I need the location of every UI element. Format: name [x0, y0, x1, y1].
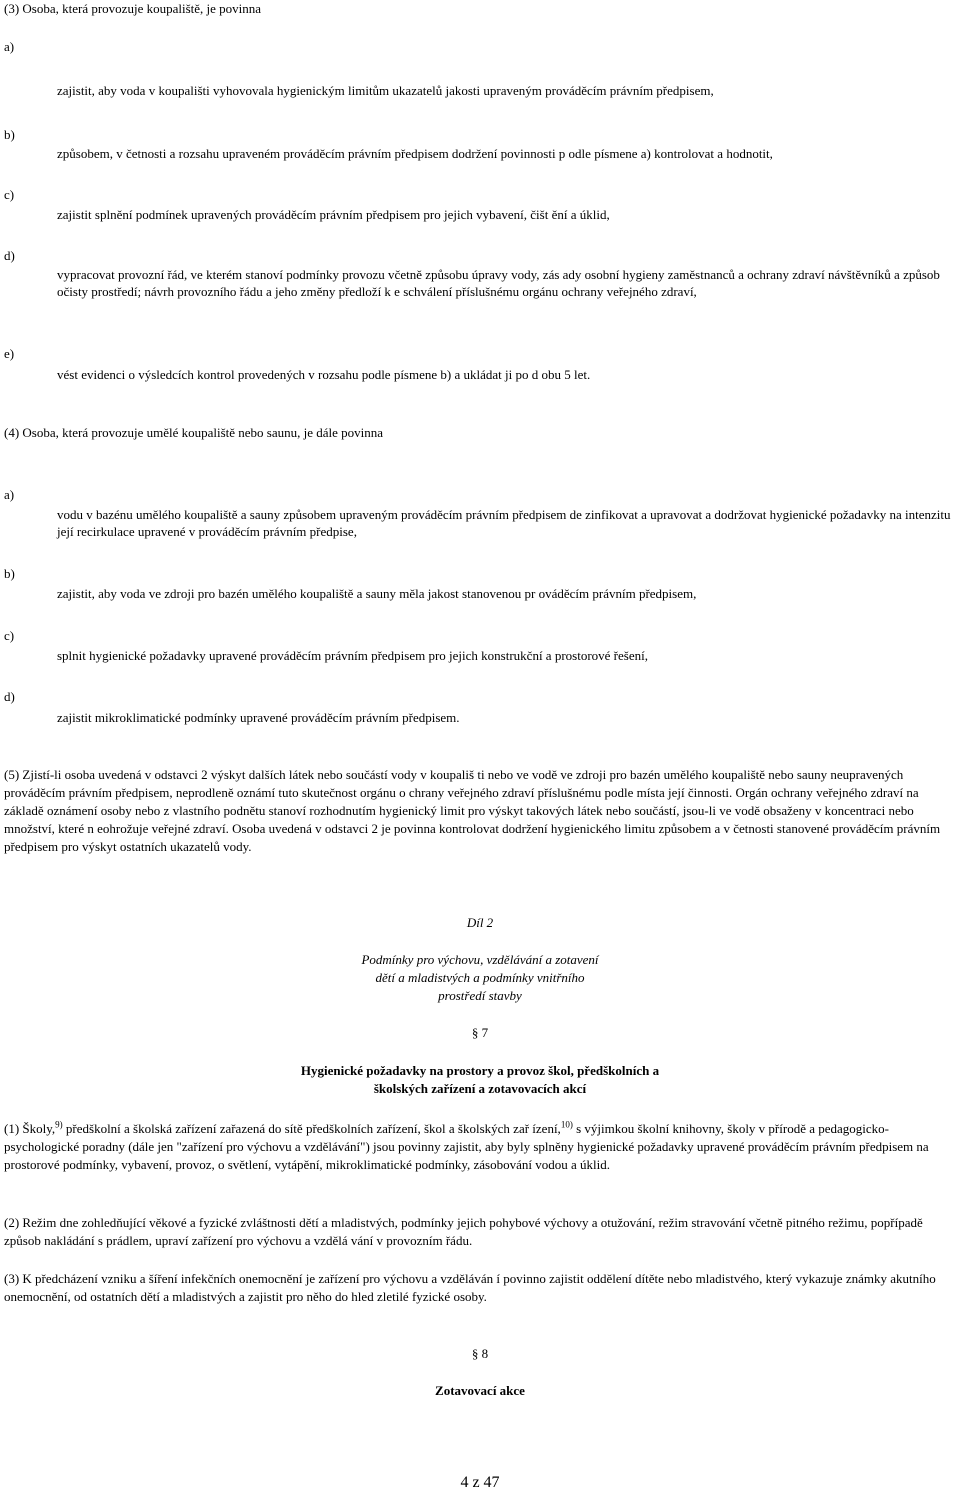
section-7-title-line: školských zařízení a zotavovacích akcí: [373, 1081, 587, 1096]
list-item-label: c): [4, 628, 15, 643]
section-8-title: Zotavovací akce: [435, 1383, 525, 1398]
paragraph-text: předškolní a školská zařízení zařazená do sítě předškolních zařízení, škol a školských zař ízení,: [62, 1121, 561, 1136]
section-5-paragraph: (5) Zjistí-li osoba uvedená v odstavci 2 výskyt dalších látek nebo součástí vody v koupališ ti nebo ve vodě ve zdroji pro bazén umělého koupaliště nebo sauny neupravených prováděcím právním předpisem, neprodleně oznámí tuto skutečnost orgánu o chrany veřejného zdraví příslušnému podle místa její činnosti. Orgán ochrany veřejného zdraví na základě oznámení osoby nebo z vlastního podnětu stanoví rozhodnutím hygienický limit pro výskyt takových látek nebo součástí, jsou-li ve vodě obsaženy v koncentraci nebo množství, které n eohrožuje veřejné zdraví. Osoba uvedená v odstavci 2 je povinna kontrolovat dodržení hygienického limitu způsobem a v četnosti stanovené prováděcím právním předpisem pro výskyt ostatních ukazatelů vody.: [4, 767, 941, 854]
section-7-title-line: Hygienické požadavky na prostory a provoz škol, předškolních a: [300, 1063, 660, 1078]
list-item-label: a): [4, 39, 15, 54]
section-4-heading: (4) Osoba, která provozuje umělé koupaliště nebo saunu, je dále povinna: [4, 425, 384, 440]
footnote-ref[interactable]: 9): [55, 1119, 63, 1130]
list-item: zajistit, aby voda ve zdroji pro bazén umělého koupaliště a sauny měla jakost stanovenou pr ováděcím právním předpisem,: [57, 586, 697, 601]
list-item-label: b): [4, 566, 15, 581]
section-7-paragraph-3: (3) K předcházení vzniku a šíření infekčních onemocnění je zařízení pro výchovu a vzděláván í povinno zajistit oddělení dítěte nebo mladistvého, který vykazuje známky akutního onemocnění, od ostatních dětí a mladistvých a zajistit pro něho do hled zletilé fyzické osoby.: [4, 1271, 936, 1304]
list-item: splnit hygienické požadavky upravené prováděcím právním předpisem pro jejich konstrukční a prostorové řešení,: [57, 648, 648, 663]
list-item: zajistit splnění podmínek upravených prováděcím právním předpisem pro jejich vybavení, čišt ění a úklid,: [57, 207, 610, 222]
list-item: zajistit, aby voda v koupališti vyhovovala hygienickým limitům ukazatelů jakosti upraveným prováděcím právním předpisem,: [57, 83, 714, 98]
list-item: zajistit mikroklimatické podmínky upravené prováděcím právním předpisem.: [57, 710, 460, 725]
part-subtitle-line: dětí a mladistvých a podmínky vnitřního: [375, 970, 585, 985]
section-7-paragraph-2: (2) Režim dne zohledňující věkové a fyzické zvláštnosti dětí a mladistvých, podmínky jejich pohybové výchovy a otužování, režim stravování včetně pitného režimu, popřípadě způsob nakládání s prádlem, upraví zařízení pro výchovu a vzdělá vání v provozním řádu.: [4, 1215, 923, 1248]
part-subtitle-line: Podmínky pro výchovu, vzdělávání a zotavení: [361, 952, 599, 967]
part-subtitle-line: prostředí stavby: [438, 988, 522, 1003]
section-7-paragraph-1: [4, 1120, 956, 1174]
section-3-heading: (3) Osoba, která provozuje koupaliště, je povinna: [4, 1, 262, 16]
page-number: 4 z 47: [460, 1474, 500, 1491]
footnote-ref[interactable]: 10): [560, 1119, 573, 1130]
list-item-label: d): [4, 248, 15, 263]
list-item-label: b): [4, 127, 15, 142]
paragraph-text: s výjimkou školní knihovny, školy v přírodě a pedagogicko-psychologické poradny (dále jen "zařízení pro výchovu a vzdělávání") jsou povinny zajistit, aby byly splněny hygienické požadavky upravené prováděcím právním předpisem na prostorové podmínky, vybavení, provoz, o světlení, vytápění, mikroklimatické podmínky, zásobování vodou a úklid.: [4, 1121, 929, 1172]
list-item-label: d): [4, 689, 15, 704]
list-item-label: a): [4, 487, 15, 502]
list-item: vypracovat provozní řád, ve kterém stanoví podmínky provozu včetně způsobu úpravy vody, zás ady osobní hygieny zaměstnanců a ochrany zdraví návštěvníků a způsob očisty prostředí; návrh provozního řádu a jeho změny předloží k e schválení příslušnému orgánu ochrany veřejného zdraví,: [57, 267, 940, 299]
list-item: způsobem, v četnosti a rozsahu upraveném prováděcím právním předpisem dodržení povinnosti p odle písmene a) kontrolovat a hodnotit,: [57, 146, 773, 161]
list-item: vodu v bazénu umělého koupaliště a sauny způsobem upraveným prováděcím právním předpisem de zinfikovat a upravovat a dodržovat hygienické požadavky na intenzitu její recirkulace upravené v prováděcím právním předpise,: [57, 507, 951, 539]
part-title: Díl 2: [466, 915, 494, 930]
paragraph-text: (1) Školy,: [4, 1121, 56, 1136]
list-item: vést evidenci o výsledcích kontrol provedených v rozsahu podle písmene b) a ukládat ji po d obu 5 let.: [57, 367, 591, 382]
section-mark-8: § 8: [471, 1346, 489, 1361]
list-item-label: e): [4, 346, 15, 361]
list-item-label: c): [4, 187, 15, 202]
section-mark-7: § 7: [471, 1025, 489, 1040]
